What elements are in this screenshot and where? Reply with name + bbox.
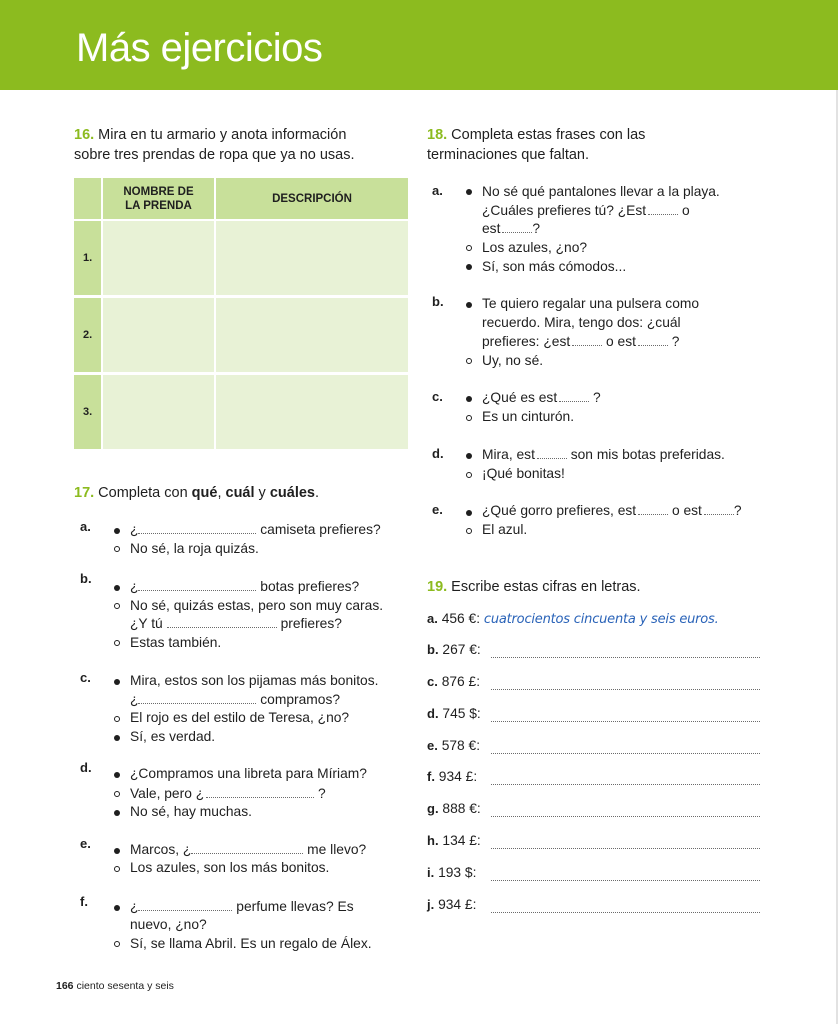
bullet-filled bbox=[466, 264, 472, 270]
number-item-d: d. 745 $: bbox=[427, 706, 481, 721]
answer-line[interactable] bbox=[491, 720, 760, 722]
item-letter: e. bbox=[80, 836, 91, 851]
exercise-16-instructions: 16. Mira en tu armario y anota información sobre tres prendas de ropa que ya no usas. bbox=[74, 127, 355, 163]
dialogue-line: No sé qué pantalones llevar a la playa. bbox=[482, 184, 720, 199]
dialogue-line: Te quiero regalar una pulsera como bbox=[482, 296, 700, 311]
answer-line[interactable] bbox=[491, 656, 760, 658]
exercise-19-instructions: 19. Escribe estas cifras en letras. bbox=[427, 579, 641, 595]
dialogue-line: No sé, quizás estas, pero son muy caras. bbox=[130, 598, 384, 613]
bullet-filled bbox=[114, 585, 120, 591]
dialogue-line: Es un cinturón. bbox=[482, 409, 575, 424]
blank-field[interactable] bbox=[138, 898, 232, 911]
item-letter: d. bbox=[80, 760, 92, 775]
item-letter: a. bbox=[80, 519, 91, 534]
dialogue-line: prefieres: ¿est o est ? bbox=[482, 334, 680, 349]
table-row-number: 2. bbox=[74, 298, 101, 372]
item-letter: b. bbox=[80, 571, 92, 586]
bullet-hollow bbox=[466, 358, 472, 364]
bullet-filled bbox=[466, 396, 472, 402]
table-row-number: 1. bbox=[74, 221, 101, 295]
handwritten-answer: cuatrocientos cincuenta y seis euros. bbox=[483, 612, 719, 627]
number-item-a: a. 456 €: cuatrocientos cincuenta y seis euros. bbox=[427, 611, 719, 627]
item-letter: d. bbox=[432, 446, 444, 461]
dialogue-line: ¿Qué gorro prefieres, est o est ? bbox=[482, 503, 742, 518]
dialogue-line: ¿Y tú prefieres? bbox=[130, 616, 342, 631]
bullet-hollow bbox=[466, 415, 472, 421]
blank-field[interactable] bbox=[191, 841, 303, 854]
dialogue-line: Uy, no sé. bbox=[482, 353, 544, 368]
item-letter: c. bbox=[80, 670, 91, 685]
dialogue-line: Marcos, ¿ me llevo? bbox=[130, 842, 367, 857]
bullet-hollow bbox=[114, 941, 120, 947]
exercise-17-number: 17. bbox=[74, 485, 95, 501]
table-cell-description-3[interactable] bbox=[216, 375, 408, 449]
dialogue-line: Sí, se llama Abril. Es un regalo de Álex. bbox=[130, 936, 372, 951]
exercise-17-instructions: 17. Completa con qué, cuál y cuáles. bbox=[74, 485, 320, 501]
bullet-filled bbox=[466, 453, 472, 459]
exercise-18-number: 18. bbox=[427, 127, 448, 143]
blank-field[interactable] bbox=[167, 615, 277, 628]
number-item-b: b. 267 €: bbox=[427, 642, 481, 657]
dialogue-line: nuevo, ¿no? bbox=[130, 917, 207, 932]
bullet-hollow bbox=[466, 245, 472, 251]
table-cell-description-1[interactable] bbox=[216, 221, 408, 295]
dialogue-line: Mira, estos son los pijamas más bonitos. bbox=[130, 673, 379, 688]
dialogue-line: Los azules, ¿no? bbox=[482, 240, 588, 255]
blank-field[interactable] bbox=[138, 691, 256, 704]
blank-field[interactable] bbox=[572, 333, 602, 346]
dialogue-line: est ? bbox=[482, 221, 541, 236]
table-cell-name-2[interactable] bbox=[103, 298, 214, 372]
table-row-number: 3. bbox=[74, 375, 101, 449]
bullet-hollow bbox=[114, 716, 120, 722]
dialogue-line: ¿ perfume llevas? Es bbox=[130, 899, 354, 914]
bullet-filled bbox=[114, 905, 120, 911]
blank-field[interactable] bbox=[559, 389, 589, 402]
dialogue-line: recuerdo. Mira, tengo dos: ¿cuál bbox=[482, 315, 681, 330]
bullet-filled bbox=[466, 510, 472, 516]
answer-line[interactable] bbox=[491, 752, 760, 754]
page-title: Más ejercicios bbox=[76, 26, 323, 70]
answer-line[interactable] bbox=[491, 815, 760, 817]
bullet-hollow bbox=[114, 791, 120, 797]
blank-field[interactable] bbox=[638, 502, 668, 515]
number-item-h: h. 134 £: bbox=[427, 833, 481, 848]
bullet-filled bbox=[114, 679, 120, 685]
blank-field[interactable] bbox=[206, 785, 314, 798]
answer-line[interactable] bbox=[491, 879, 760, 881]
bullet-hollow bbox=[114, 603, 120, 609]
bullet-filled bbox=[466, 189, 472, 195]
number-item-e: e. 578 €: bbox=[427, 738, 481, 753]
dialogue-line: No sé, hay muchas. bbox=[130, 804, 252, 819]
blank-field[interactable] bbox=[638, 333, 668, 346]
number-item-f: f. 934 £: bbox=[427, 769, 478, 784]
blank-field[interactable] bbox=[138, 578, 256, 591]
dialogue-line: No sé, la roja quizás. bbox=[130, 541, 259, 556]
bullet-hollow bbox=[114, 640, 120, 646]
bullet-filled bbox=[114, 735, 120, 741]
blank-field[interactable] bbox=[138, 521, 256, 534]
dialogue-line: ¿Cuáles prefieres tú? ¿Est o bbox=[482, 203, 690, 218]
blank-field[interactable] bbox=[648, 202, 678, 215]
answer-line[interactable] bbox=[491, 688, 760, 690]
table-header-corner bbox=[74, 178, 101, 219]
dialogue-line: ¡Qué bonitas! bbox=[482, 466, 565, 481]
bullet-hollow bbox=[114, 866, 120, 872]
item-letter: c. bbox=[432, 389, 443, 404]
table-cell-name-3[interactable] bbox=[103, 375, 214, 449]
item-letter: b. bbox=[432, 294, 444, 309]
exercise-18-instructions: 18. Completa estas frases con las terminaciones que faltan. bbox=[427, 127, 646, 163]
bullet-hollow bbox=[114, 546, 120, 552]
dialogue-line: ¿ compramos? bbox=[130, 692, 341, 707]
dialogue-line: Estas también. bbox=[130, 635, 222, 650]
bullet-hollow bbox=[466, 528, 472, 534]
blank-field[interactable] bbox=[537, 446, 567, 459]
number-item-g: g. 888 €: bbox=[427, 801, 481, 816]
dialogue-line: El azul. bbox=[482, 522, 528, 537]
dialogue-line: El rojo es del estilo de Teresa, ¿no? bbox=[130, 710, 350, 725]
dialogue-line: Vale, pero ¿ ? bbox=[130, 786, 326, 801]
bullet-filled bbox=[114, 772, 120, 778]
dialogue-line: ¿Qué es est ? bbox=[482, 390, 601, 405]
clothing-table bbox=[74, 178, 408, 449]
bullet-filled bbox=[114, 810, 120, 816]
table-header-garment-name: NOMBRE DE LA PRENDA bbox=[103, 178, 214, 219]
number-item-j: j. 934 £: bbox=[427, 897, 477, 912]
dialogue-line: ¿Compramos una libreta para Míriam? bbox=[130, 766, 367, 781]
dialogue-line: ¿ botas prefieres? bbox=[130, 579, 360, 594]
dialogue-line: Sí, son más cómodos... bbox=[482, 259, 627, 274]
dialogue-line: ¿ camiseta prefieres? bbox=[130, 522, 381, 537]
page-header bbox=[0, 0, 838, 90]
blank-field[interactable] bbox=[704, 502, 734, 515]
table-header-description: DESCRIPCIÓN bbox=[216, 178, 408, 219]
item-letter: a. bbox=[432, 183, 443, 198]
bullet-filled bbox=[114, 848, 120, 854]
dialogue-line: Mira, est son mis botas preferidas. bbox=[482, 447, 725, 462]
page-footer bbox=[56, 980, 174, 992]
exercise-19-number: 19. bbox=[427, 579, 448, 595]
number-item-i: i. 193 $: bbox=[427, 865, 477, 880]
item-letter: e. bbox=[432, 502, 443, 517]
table-cell-name-1[interactable] bbox=[103, 221, 214, 295]
exercise-16-number: 16. bbox=[74, 127, 95, 143]
page-number: 166 bbox=[56, 980, 74, 992]
answer-line[interactable] bbox=[491, 783, 760, 785]
number-item-c: c. 876 £: bbox=[427, 674, 481, 689]
answer-line[interactable] bbox=[491, 911, 760, 913]
bullet-filled bbox=[466, 302, 472, 308]
blank-field[interactable] bbox=[502, 220, 532, 233]
dialogue-line: Sí, es verdad. bbox=[130, 729, 216, 744]
table-cell-description-2[interactable] bbox=[216, 298, 408, 372]
item-letter: f. bbox=[80, 894, 88, 909]
bullet-hollow bbox=[466, 472, 472, 478]
page-number-words: ciento sesenta y seis bbox=[73, 980, 174, 992]
bullet-filled bbox=[114, 528, 120, 534]
answer-line[interactable] bbox=[491, 847, 760, 849]
dialogue-line: Los azules, son los más bonitos. bbox=[130, 860, 330, 875]
